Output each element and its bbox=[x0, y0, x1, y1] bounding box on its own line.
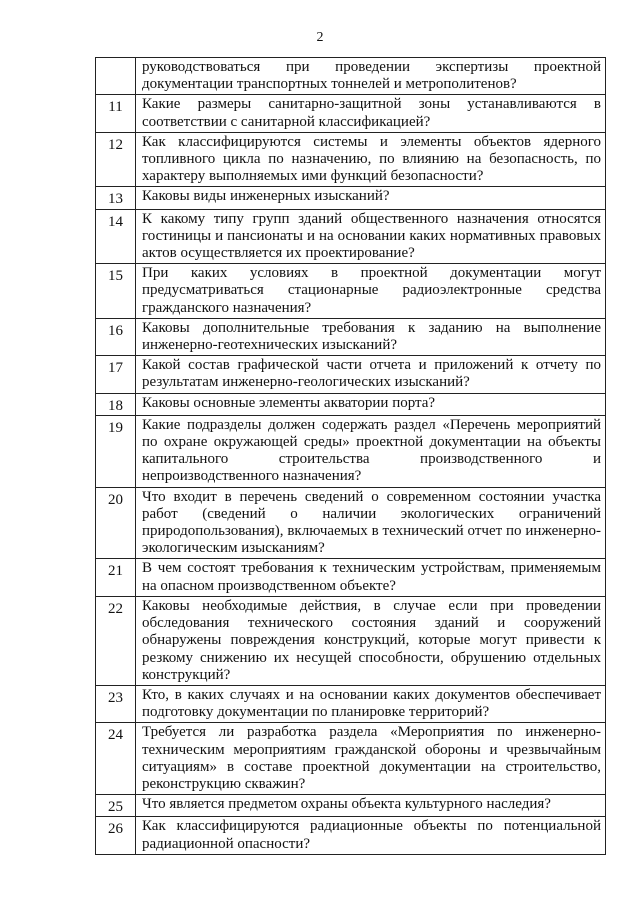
row-number bbox=[96, 58, 136, 95]
question-text: Каковы дополнительные требования к заданию на выполнение инженерно-геотехнических изысканий? bbox=[136, 318, 606, 355]
question-text: При каких условиях в проектной документации могут предусматриваться стационарные радиоэлектронные средства гражданского назначения? bbox=[136, 264, 606, 319]
table-row bbox=[96, 318, 606, 355]
table-row bbox=[96, 209, 606, 264]
table-row bbox=[96, 795, 606, 817]
table-row bbox=[96, 132, 606, 187]
question-text: Каковы виды инженерных изысканий? bbox=[136, 187, 606, 209]
row-number: 16 bbox=[96, 318, 136, 355]
question-text: Какие подразделы должен содержать раздел «Перечень мероприятий по охране окружающей среды» проектной документации на объекты капитального строительства производственного и непроизводственного назначения? bbox=[136, 415, 606, 487]
questions-table bbox=[95, 57, 606, 855]
row-number: 21 bbox=[96, 559, 136, 596]
question-text: Какие размеры санитарно-защитной зоны устанавливаются в соответствии с санитарной классификацией? bbox=[136, 95, 606, 132]
row-number: 20 bbox=[96, 487, 136, 559]
row-number: 26 bbox=[96, 817, 136, 854]
table-row bbox=[96, 559, 606, 596]
table-row bbox=[96, 264, 606, 319]
table-row bbox=[96, 487, 606, 559]
table-row bbox=[96, 415, 606, 487]
row-number: 15 bbox=[96, 264, 136, 319]
table-row bbox=[96, 356, 606, 393]
table-row bbox=[96, 393, 606, 415]
row-number: 23 bbox=[96, 685, 136, 722]
table-row bbox=[96, 187, 606, 209]
row-number: 25 bbox=[96, 795, 136, 817]
question-text: В чем состоят требования к техническим устройствам, применяемым на опасном производственном объекте? bbox=[136, 559, 606, 596]
table-row bbox=[96, 685, 606, 722]
question-text: Что является предметом охраны объекта культурного наследия? bbox=[136, 795, 606, 817]
question-text: Что входит в перечень сведений о современном состоянии участка работ (сведений о наличии экологических ограничений природопользования), включаемых в технический отчет по инженерно-экологическим изысканиям? bbox=[136, 487, 606, 559]
row-number: 11 bbox=[96, 95, 136, 132]
table-row bbox=[96, 95, 606, 132]
row-number: 18 bbox=[96, 393, 136, 415]
table-row bbox=[96, 596, 606, 685]
page-number: 2 bbox=[316, 30, 324, 45]
row-number: 13 bbox=[96, 187, 136, 209]
question-text: К какому типу групп зданий общественного назначения относятся гостиницы и пансионаты и на основании каких нормативных правовых актов осуществляется их проектирование? bbox=[136, 209, 606, 264]
table-row bbox=[96, 817, 606, 854]
row-number: 22 bbox=[96, 596, 136, 685]
question-text: Требуется ли разработка раздела «Мероприятия по инженерно-техническим мероприятиям гражданской обороны и чрезвычайным ситуациям» в составе проектной документации на строительство, реконструкцию скважин? bbox=[136, 723, 606, 795]
row-number: 14 bbox=[96, 209, 136, 264]
question-text: Кто, в каких случаях и на основании каких документов обеспечивает подготовку документации по планировке территорий? bbox=[136, 685, 606, 722]
question-text: Каковы необходимые действия, в случае если при проведении обследования технического состояния зданий и сооружений обнаружены повреждения конструкций, которые могут привести к резкому снижению их несущей способности, обрушению отдельных конструкций? bbox=[136, 596, 606, 685]
row-number: 12 bbox=[96, 132, 136, 187]
question-text: Какой состав графической части отчета и приложений к отчету по результатам инженерно-геологических изысканий? bbox=[136, 356, 606, 393]
question-text: руководствоваться при проведении экспертизы проектной документации транспортных тоннелей и метрополитенов? bbox=[136, 58, 606, 95]
question-text: Каковы основные элементы акватории порта? bbox=[136, 393, 606, 415]
question-text: Как классифицируются радиационные объекты по потенциальной радиационной опасности? bbox=[136, 817, 606, 854]
question-text: Как классифицируются системы и элементы объектов ядерного топливного цикла по назначению, по влиянию на безопасность, по характеру выполняемых ими функций безопасности? bbox=[136, 132, 606, 187]
row-number: 17 bbox=[96, 356, 136, 393]
row-number: 19 bbox=[96, 415, 136, 487]
row-number: 24 bbox=[96, 723, 136, 795]
table-row bbox=[96, 723, 606, 795]
table-row bbox=[96, 58, 606, 95]
